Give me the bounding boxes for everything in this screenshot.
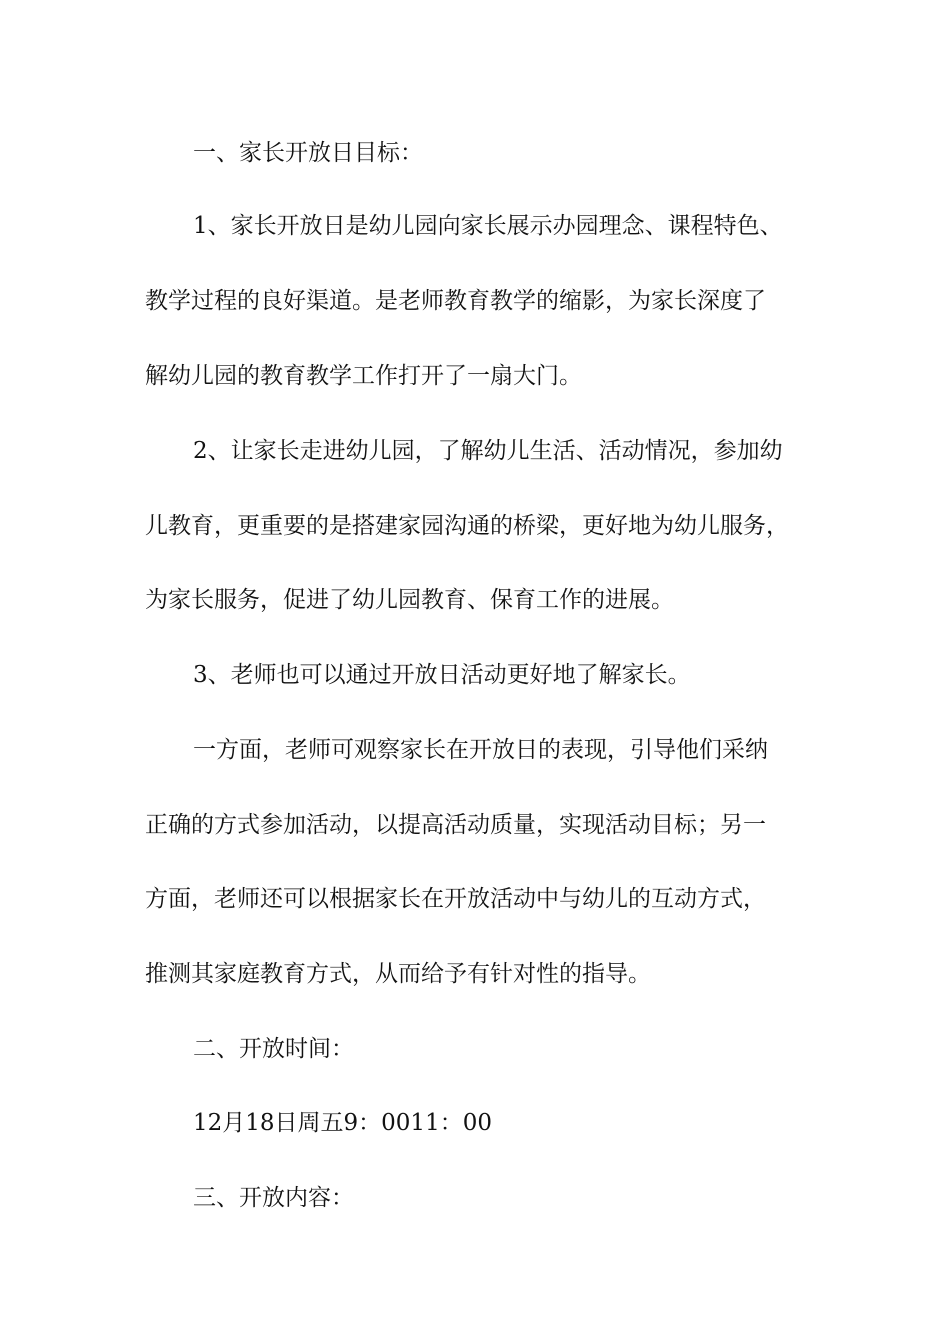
open-time-text: 12月18日周五9：0011：00	[193, 1110, 492, 1136]
section-heading-content: 三、开放内容：	[193, 1185, 354, 1211]
paragraph-line: 儿教育，更重要的是搭建家园沟通的桥梁，更好地为幼儿服务，	[145, 513, 789, 539]
paragraph-line: 为家长服务，促进了幼儿园教育、保育工作的进展。	[145, 587, 674, 613]
paragraph-line: 3、老师也可以通过开放日活动更好地了解家长。	[193, 662, 691, 688]
paragraph-line: 正确的方式参加活动，以提高活动质量，实现活动目标；另一	[145, 812, 766, 838]
section-heading-goals: 一、家长开放日目标：	[193, 140, 423, 166]
paragraph-line: 一方面，老师可观察家长在开放日的表现，引导他们采纳	[193, 737, 768, 763]
section-heading-time: 二、开放时间：	[193, 1036, 354, 1062]
paragraph-line: 1、家长开放日是幼儿园向家长展示办园理念、课程特色、	[193, 213, 783, 239]
paragraph-line: 教学过程的良好渠道。是老师教育教学的缩影，为家长深度了	[145, 288, 766, 314]
paragraph-line: 推测其家庭教育方式，从而给予有针对性的指导。	[145, 961, 651, 987]
paragraph-line: 2、让家长走进幼儿园，了解幼儿生活、活动情况，参加幼	[193, 438, 783, 464]
paragraph-line: 方面，老师还可以根据家长在开放活动中与幼儿的互动方式，	[145, 886, 766, 912]
paragraph-line: 解幼儿园的教育教学工作打开了一扇大门。	[145, 363, 582, 389]
